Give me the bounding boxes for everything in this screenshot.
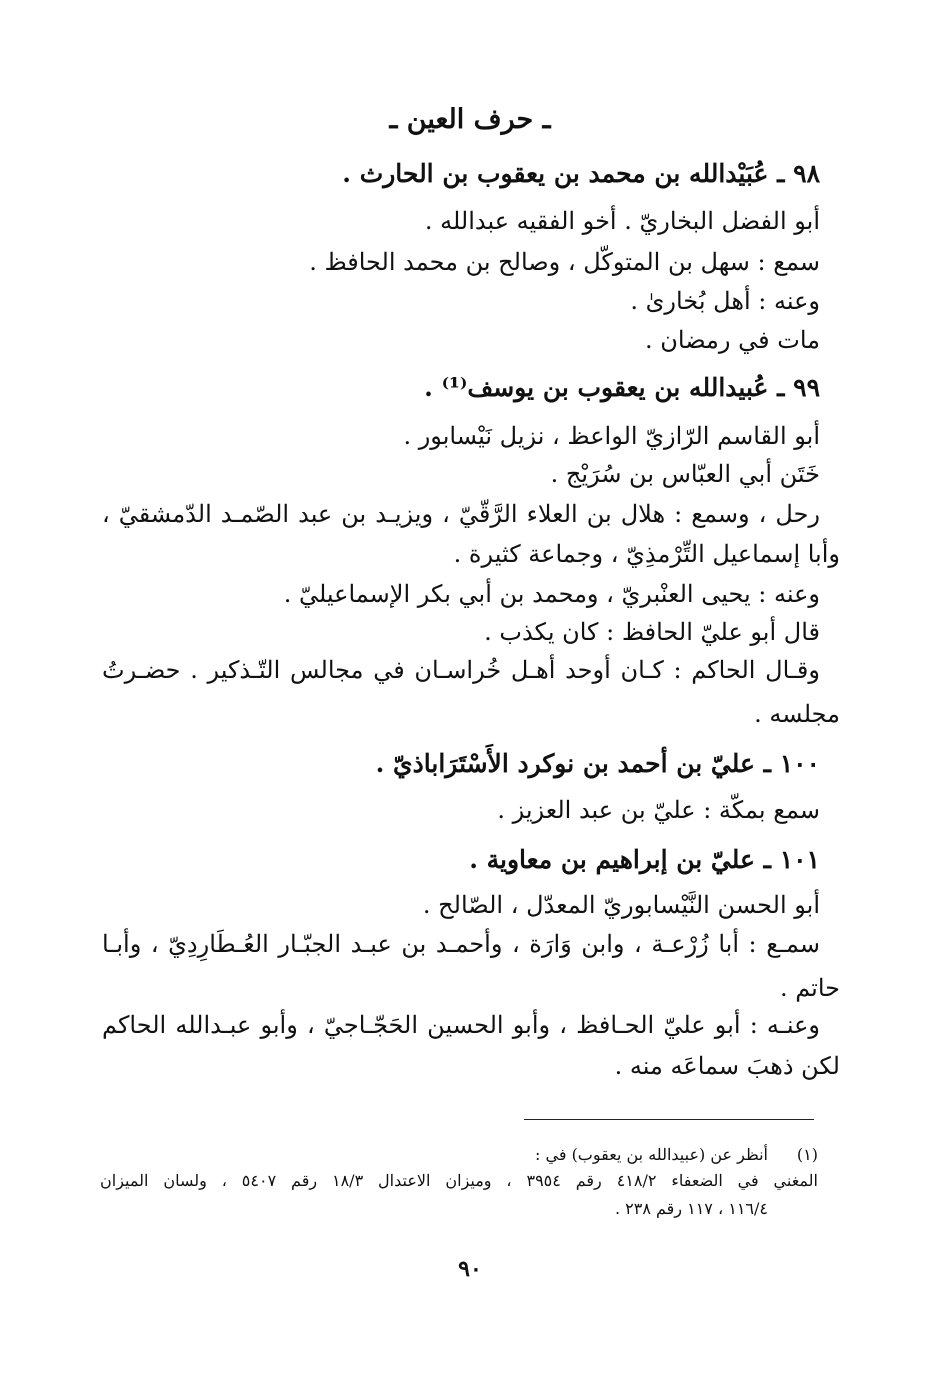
footnote-text: المغني في الضعفاء ٤١٨/٢ رقم ٣٩٥٤ ، وميزان الاعتدال ١٨/٣ رقم ٥٤٠٧ ، ولسان الميزان xyxy=(100,1171,818,1190)
footnote-text: ١١٦/٤ ، ١١٧ رقم ٢٣٨ . xyxy=(614,1199,768,1218)
page-number: ٩٠ xyxy=(458,1256,482,1282)
text-line: وعنه : أهل بُخارىٰ . xyxy=(630,287,820,315)
entry-heading-101: ١٠١ ـ عليّ بن إبراهيم بن معاوية . xyxy=(469,845,820,874)
footnote-text: أنظر عن (عبيدالله بن يعقوب) في : xyxy=(535,1145,768,1164)
text-line: خَتَن أبي العبّاس بن سُرَيْج . xyxy=(550,460,820,488)
text-line: وقـال الحاكم : كـان أوحد أهـل خُراسـان في مجالس التّـذكير . حضـرتُ xyxy=(102,656,820,684)
text-line: أبو القاسم الرّازيّ الواعظ ، نزيل نَيْسابور . xyxy=(403,422,820,450)
entry-heading-100: ١٠٠ ـ عليّ بن أحمد بن نوكرد الأَسْتَرَاباذيّ . xyxy=(375,749,820,778)
text-line: وعنه : يحيى العنْبريّ ، ومحمد بن أبي بكر الإسماعيليّ . xyxy=(283,580,820,608)
text-line: مات في رمضان . xyxy=(645,326,820,354)
text-line: رحل ، وسمع : هلال بن العلاء الرَّقّيّ ، ويزيـد بن عبد الصّمـد الدّمشقيّ ، xyxy=(102,500,820,528)
text-line: سمـع : أبا زُرْعـة ، وابن وَارَة ، وأحمـد بن عبـد الجبّـار العُـطَارِدِيّ ، وأبـا xyxy=(102,930,820,958)
entry-heading-98: ٩٨ ـ عُبَيْدالله بن محمد بن يعقوب بن الحارث . xyxy=(342,159,820,188)
text-line: لكن ذهبَ سماعَه منه . xyxy=(614,1052,840,1080)
text-line: أبو الفضل البخاريّ . أخو الفقيه عبدالله . xyxy=(424,207,820,235)
entry-heading-99: ٩٩ ـ عُبيدالله بن يعقوب بن يوسف⁽¹⁾ . xyxy=(424,373,820,402)
text-line: قال أبو عليّ الحافظ : كان يكذب . xyxy=(484,618,820,646)
footnote-number: (١) xyxy=(796,1145,818,1164)
text-line: مجلسه . xyxy=(754,700,840,728)
text-line: أبو الحسن النَّيْسابوريّ المعدّل ، الصّالح . xyxy=(422,891,820,919)
text-line: حاتم . xyxy=(779,974,840,1002)
text-line: سمع : سهل بن المتوكّل ، وصالح بن محمد الحافظ . xyxy=(309,248,820,276)
text-line: وأبا إسماعيل التِّرْمذِيّ ، وجماعة كثيرة . xyxy=(453,540,840,568)
footnote-separator xyxy=(524,1119,814,1120)
text-line: سمع بمكّة : عليّ بن عبد العزيز . xyxy=(497,796,820,824)
text-line: وعنـه : أبو عليّ الحـافظ ، وأبو الحسين الحَجّـاجيّ ، وأبو عبـدالله الحاكم xyxy=(102,1011,820,1039)
chapter-title: ـ حرف العين ـ xyxy=(389,104,551,135)
